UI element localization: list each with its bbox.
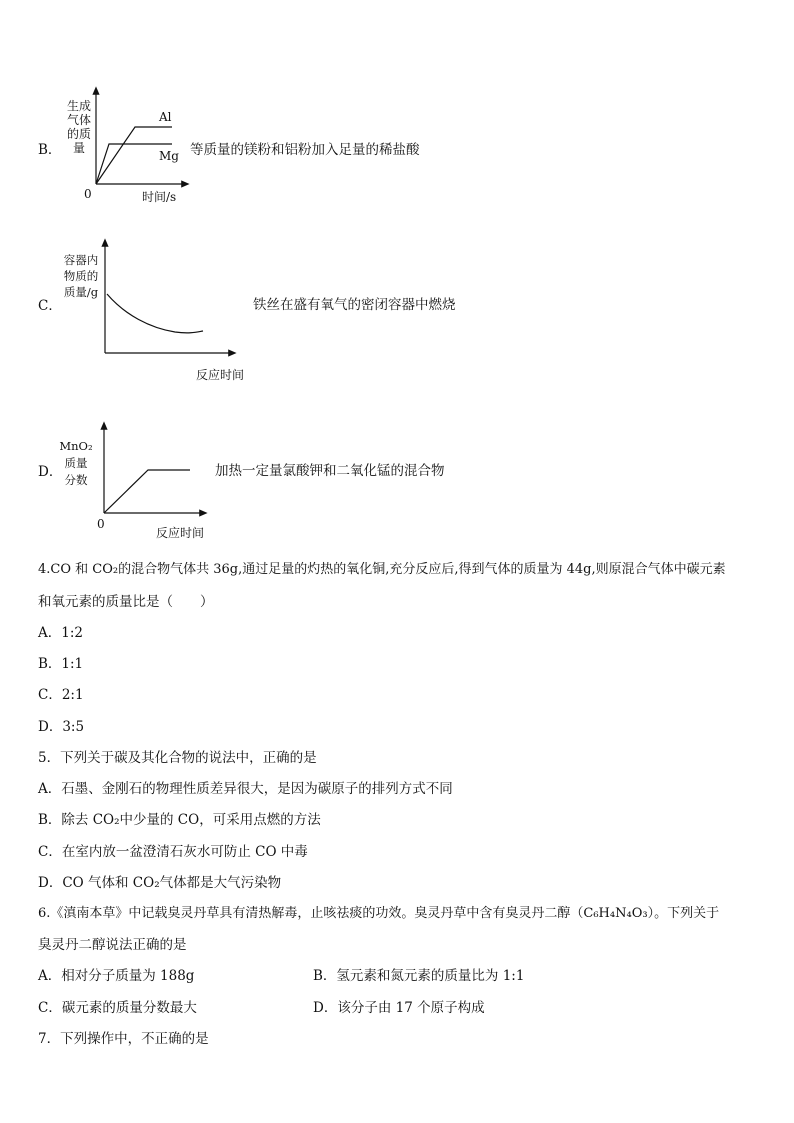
- question-7-stem: 7．下列操作中，不正确的是: [38, 1031, 209, 1047]
- origin-label: 0: [84, 187, 92, 201]
- ylabel-line: 质量/g: [63, 285, 99, 299]
- option-b-description: 等质量的镁粉和铝粉加入足量的稀盐酸: [190, 142, 420, 158]
- ylabel-line: 物质的: [63, 269, 99, 283]
- x-axis-label: 反应时间: [196, 368, 245, 382]
- series-label-mg: Mg: [159, 149, 179, 163]
- option-d-graph: [92, 420, 212, 520]
- ylabel-line: 质量: [64, 456, 88, 470]
- ylabel-line: MnO₂: [59, 439, 93, 453]
- ylabel-line: 气体: [66, 113, 91, 127]
- question-5-option-a: A．石墨、金刚石的物理性质差异很大，是因为碳原子的排列方式不同: [38, 781, 453, 797]
- option-c-graph: [95, 230, 245, 360]
- option-c-description: 铁丝在盛有氧气的密闭容器中燃烧: [253, 297, 456, 313]
- question-4-stem-line2: 和氧元素的质量比是（ ）: [38, 594, 214, 610]
- question-5-option-d: D．CO 气体和 CO₂气体都是大气污染物: [38, 875, 282, 891]
- option-b-graph: [80, 80, 200, 190]
- option-b-letter: B．: [38, 142, 62, 158]
- question-6-option-b: B．氢元素和氮元素的质量比为 1:1: [313, 968, 525, 984]
- ylabel-line: 容器内: [63, 253, 99, 267]
- question-4-option-c: C．2:1: [38, 687, 84, 703]
- series-label-al: Al: [159, 110, 172, 124]
- x-axis-label: 反应时间: [156, 526, 205, 540]
- ylabel-line: 生成: [66, 99, 91, 113]
- ylabel-line: 的质: [66, 127, 91, 141]
- x-axis-label: 时间/s: [142, 190, 177, 204]
- question-5-stem: 5．下列关于碳及其化合物的说法中，正确的是: [38, 750, 317, 766]
- question-6-stem-line1: 6.《滇南本草》中记载臭灵丹草具有清热解毒，止咳祛痰的功效。臭灵丹草中含有臭灵丹二醇（C₆H₄N₄O₃）。下列关于: [38, 906, 720, 921]
- option-d-description: 加热一定量氯酸钾和二氧化锰的混合物: [215, 463, 445, 479]
- option-c-letter: C．: [38, 298, 62, 314]
- question-6-option-a: A．相对分子质量为 188g: [38, 968, 195, 984]
- mno2-line: [104, 470, 190, 513]
- question-6-stem-line2: 臭灵丹二醇说法正确的是: [38, 937, 187, 953]
- question-4-option-b: B．1:1: [38, 656, 84, 672]
- option-d-letter: D．: [38, 464, 63, 480]
- question-6-option-c: C．碳元素的质量分数最大: [38, 1000, 197, 1016]
- question-4-stem-line1: 4.CO 和 CO₂的混合物气体共 36g,通过足量的灼热的氧化铜,充分反应后,得到气体的质量为 44g,则原混合气体中碳元素: [38, 562, 726, 577]
- option-d-ylabel: [56, 438, 96, 489]
- question-5-option-c: C．在室内放一盆澄清石灰水可防止 CO 中毒: [38, 844, 308, 860]
- ylabel-line: 量: [72, 141, 85, 155]
- origin-label: 0: [97, 517, 105, 531]
- question-4-option-d: D．3:5: [38, 719, 85, 735]
- question-4-option-a: A．1:2: [38, 625, 83, 641]
- mass-curve: [107, 294, 203, 333]
- question-5-option-b: B．除去 CO₂中少量的 CO，可采用点燃的方法: [38, 812, 321, 828]
- ylabel-line: 分数: [64, 473, 88, 487]
- question-6-option-d: D．该分子由 17 个原子构成: [313, 1000, 485, 1016]
